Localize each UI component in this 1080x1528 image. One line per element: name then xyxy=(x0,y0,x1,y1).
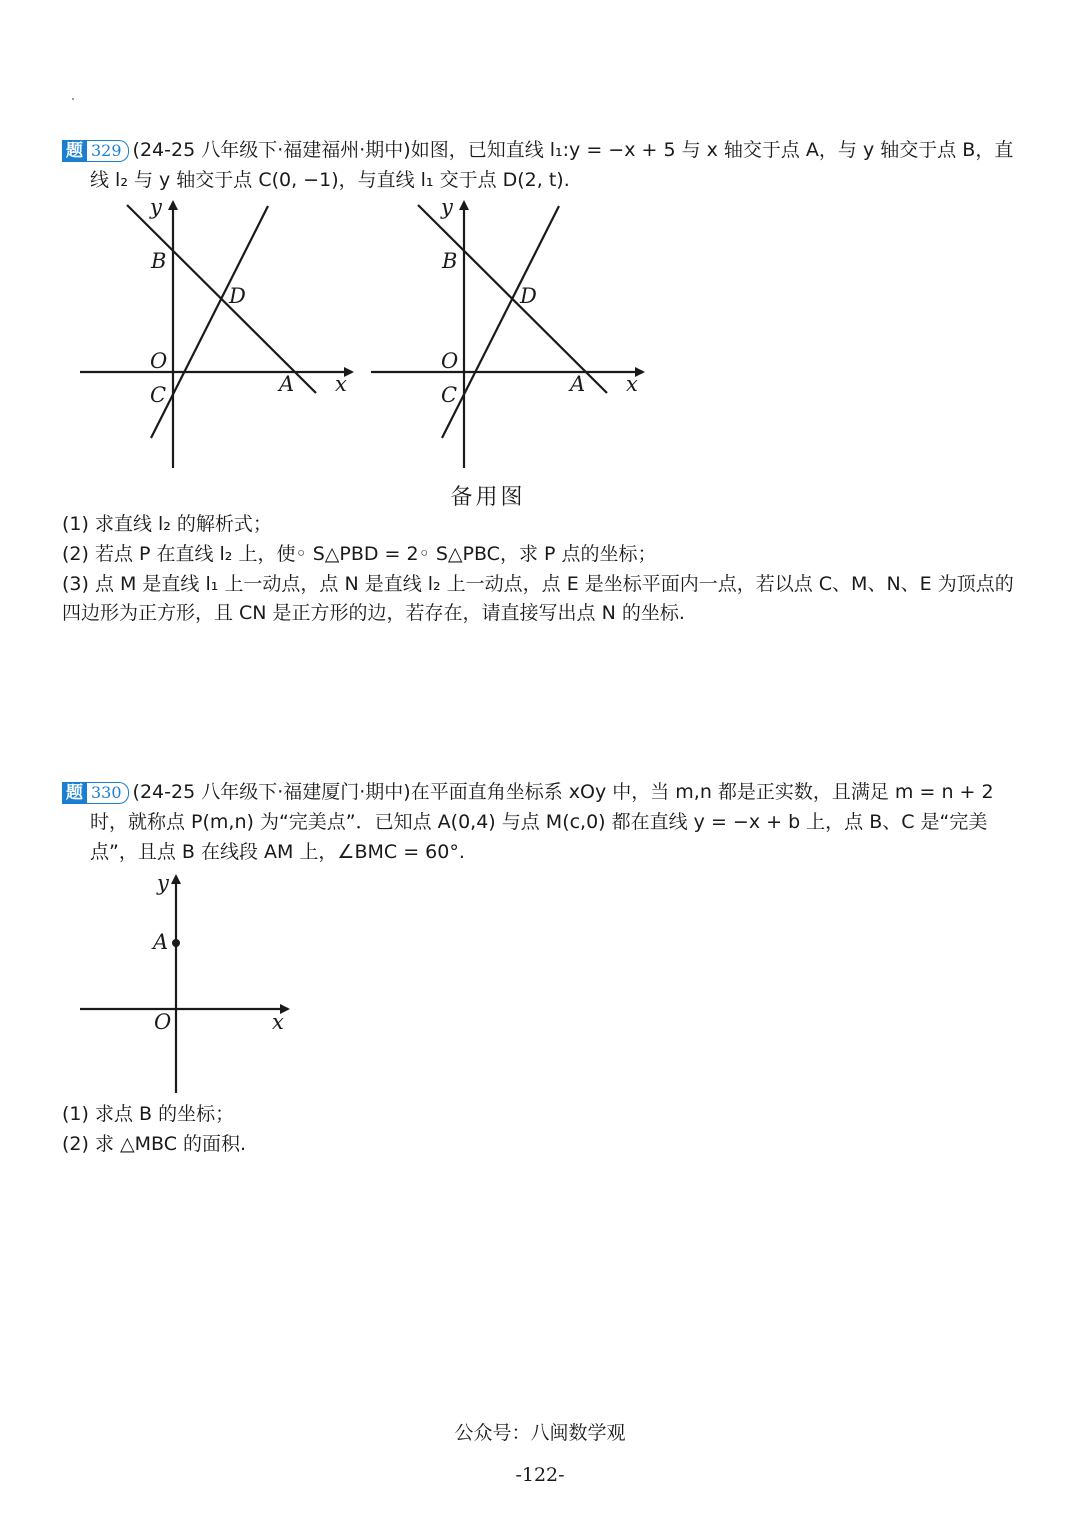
label-O: O xyxy=(150,349,168,373)
label-D: D xyxy=(229,284,246,308)
question-2: (2) 求 △MBC 的面积. xyxy=(62,1133,247,1155)
label-y: y xyxy=(150,195,162,219)
label-C: C xyxy=(441,383,458,407)
problem-330-stem-line3: 点”，且点 B 在线段 AM 上，∠BMC = 60°. xyxy=(90,841,465,863)
problem-source: (24-25 八年级下·福建福州·期中) xyxy=(132,139,411,161)
footer-account: 公众号：八闽数学观 xyxy=(454,1422,626,1444)
label-O: O xyxy=(441,349,459,373)
question-3-line1: (3) 点 M 是直线 l₁ 上一动点，点 N 是直线 l₂ 上一动点，点 E 是坐标平面内一点，若以点 C、M、N、E 为顶点的 xyxy=(62,573,1014,595)
label-y: y xyxy=(157,871,169,895)
figure-329-labels xyxy=(149,195,347,407)
label-y: y xyxy=(441,195,453,219)
label-C: C xyxy=(150,383,167,407)
label-O: O xyxy=(154,1010,172,1034)
problem-stem-line1: 如图，已知直线 l₁:y = −x + 5 与 x 轴交于点 A，与 y 轴交于点 B，直 xyxy=(410,139,1014,161)
label-A: A xyxy=(153,930,169,954)
label-B: B xyxy=(151,249,167,273)
problem-number: 330 xyxy=(87,782,129,804)
figure-329-main xyxy=(80,202,352,468)
question-1: (1) 求直线 l₂ 的解析式； xyxy=(62,513,272,535)
problem-330-line1 xyxy=(62,778,994,806)
label-A: A xyxy=(279,372,295,396)
problem-330-tag xyxy=(62,782,129,804)
label-x: x xyxy=(335,372,347,396)
line-l2 xyxy=(442,206,559,438)
page-number: -122- xyxy=(515,1464,565,1486)
label-x: x xyxy=(626,372,638,396)
question-1: (1) 求点 B 的坐标； xyxy=(62,1103,235,1125)
problem-329-stem-line2: 线 l₂ 与 y 轴交于点 C(0, −1)，与直线 l₁ 交于点 D(2, t). xyxy=(90,169,570,191)
line-l2 xyxy=(151,206,268,438)
figure-330 xyxy=(80,876,288,1093)
problem-330-stem-line2: 时，就称点 P(m,n) 为“完美点”．已知点 A(0,4) 与点 M(c,0) 都在直线 y = −x + b 上，点 B、C 是“完美 xyxy=(90,811,988,833)
problem-stem-line1: 在平面直角坐标系 xOy 中，当 m,n 都是正实数，且满足 m = n + 2 xyxy=(410,781,994,803)
label-B: B xyxy=(442,249,458,273)
question-2: (2) 若点 P 在直线 l₂ 上，使◦ S△PBD = 2◦ S△PBC，求 P 点的坐标； xyxy=(62,543,657,565)
figure-caption: 备用图 xyxy=(450,485,526,510)
problem-tag-label: 题 xyxy=(62,140,87,162)
label-A: A xyxy=(570,372,586,396)
problem-source: (24-25 八年级下·福建厦门·期中) xyxy=(132,781,411,803)
figure-329-backup-labels xyxy=(440,195,638,407)
problem-tag-label: 题 xyxy=(62,782,87,804)
problem-number: 329 xyxy=(87,140,129,162)
label-x: x xyxy=(272,1010,284,1034)
figure-329-backup xyxy=(371,202,643,468)
point-A xyxy=(172,939,180,947)
label-D: D xyxy=(520,284,537,308)
question-3-line2: 四边形为正方形，且 CN 是正方形的边，若存在，请直接写出点 N 的坐标. xyxy=(62,602,685,624)
